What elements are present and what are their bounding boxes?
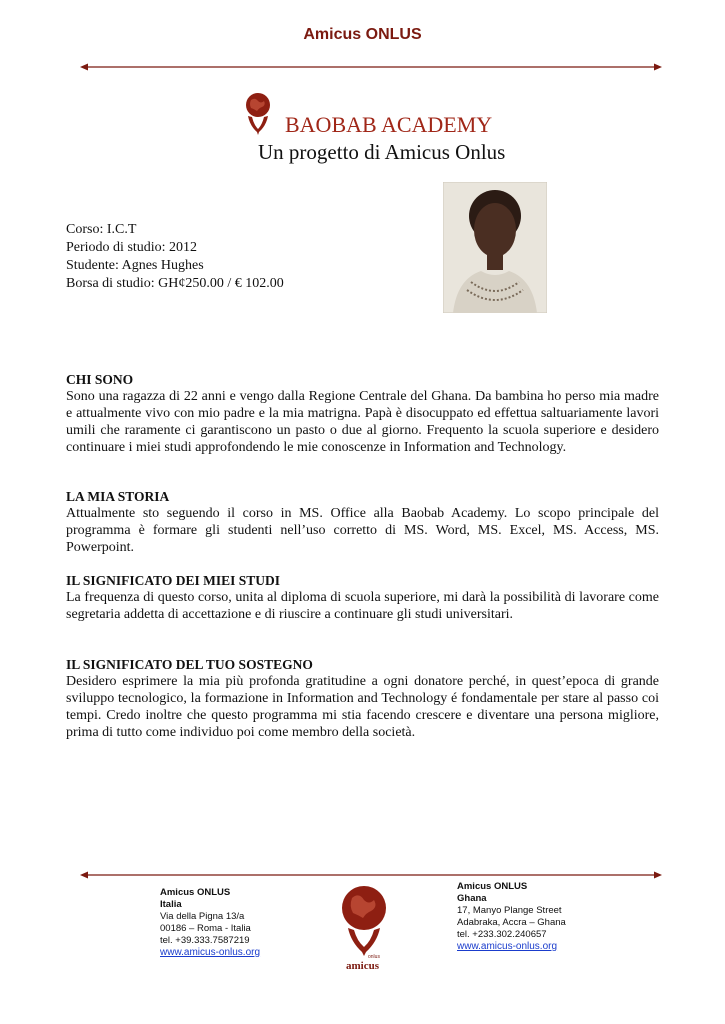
section-body: Sono una ragazza di 22 anni e vengo dalla Regione Centrale del Ghana. Da bambina ho perso mia madre e attualmente vivo con mio padre e la mia matrigna. Papà è disocuppato ed effettua saltuariamente lavori umili che raramente ci garantiscono un pasto o due al giorno. Frequento la scuola superiore e desidero continuare i miei studi approfondendo le mie conoscenze in Information and Technology. xyxy=(66,389,659,455)
onlus-logo-word: onlus xyxy=(368,954,380,960)
footer-street: 17, Manyo Plange Street xyxy=(457,905,562,916)
section-la-mia-storia xyxy=(66,488,659,556)
footer-divider xyxy=(80,870,662,880)
footer-org: Amicus ONLUS xyxy=(160,887,231,898)
footer-city: 00186 – Roma - Italia xyxy=(160,923,251,934)
section-body: La frequenza di questo corso, unita al diploma di scuola superiore, mi darà la possibilità di lavorare come segretaria addetta di accettazione e di riuscire a continuare gli studi universitari. xyxy=(66,590,659,622)
period-line: Periodo di studio: 2012 xyxy=(66,240,198,255)
header-divider xyxy=(80,62,662,72)
section-heading: IL SIGNIFICATO DEL TUO SOSTEGNO xyxy=(66,657,313,672)
org-header: Amicus ONLUS xyxy=(303,26,422,43)
footer-city: Adabraka, Accra – Ghana xyxy=(457,917,566,928)
section-significato-sostegno xyxy=(66,656,659,741)
footer-country: Ghana xyxy=(457,893,487,904)
footer-street: Via della Pigna 13/a xyxy=(160,911,245,922)
student-info xyxy=(66,221,284,293)
academy-title: BAOBAB ACADEMY xyxy=(285,112,493,137)
section-heading: IL SIGNIFICATO DEI MIEI STUDI xyxy=(66,573,281,588)
footer-tel: tel. +233.302.240657 xyxy=(457,929,547,940)
student-photo xyxy=(443,182,547,313)
footer-web-link[interactable]: www.amicus-onlus.org xyxy=(160,947,261,958)
academy-subtitle: Un progetto di Amicus Onlus xyxy=(258,140,506,164)
section-chi-sono xyxy=(66,371,659,456)
footer-tel: tel. +39.333.7587219 xyxy=(160,935,250,946)
course-line: Corso: I.C.T xyxy=(66,222,137,237)
section-heading: LA MIA STORIA xyxy=(66,489,170,504)
section-body: Desidero esprimere la mia più profonda gratitudine a ogni donatore perché, in quest’epoca di grande sviluppo tecnologico, la formazione in Information and Technology é fondamentale per stare al passo coi tempi. Credo inoltre che questo programma mi stia facendo crescere e diventare una persona migliore, prima di tutto come individuo poi come membro della società. xyxy=(66,674,659,740)
footer-org: Amicus ONLUS xyxy=(457,881,528,892)
footer-country: Italia xyxy=(160,899,182,910)
student-name-line: Studente: Agnes Hughes xyxy=(66,258,204,273)
globe-hands-logo-icon xyxy=(242,92,274,136)
amicus-logo-word: amicus xyxy=(346,960,379,972)
scholarship-line: Borsa di studio: GH¢250.00 / € 102.00 xyxy=(66,276,284,291)
section-significato-studi xyxy=(66,572,659,623)
amicus-logo-icon xyxy=(338,882,390,972)
footer-web-link[interactable]: www.amicus-onlus.org xyxy=(457,941,558,952)
section-body: Attualmente sto seguendo il corso in MS. Office alla Baobab Academy. Lo scopo principale del programma è formare gli studenti nell’uso corretto di MS. Word, MS. Excel, MS. Access, MS. Powerpoint. xyxy=(66,506,659,555)
footer-italy xyxy=(160,887,260,959)
section-heading: CHI SONO xyxy=(66,372,134,387)
footer-ghana xyxy=(457,881,566,953)
